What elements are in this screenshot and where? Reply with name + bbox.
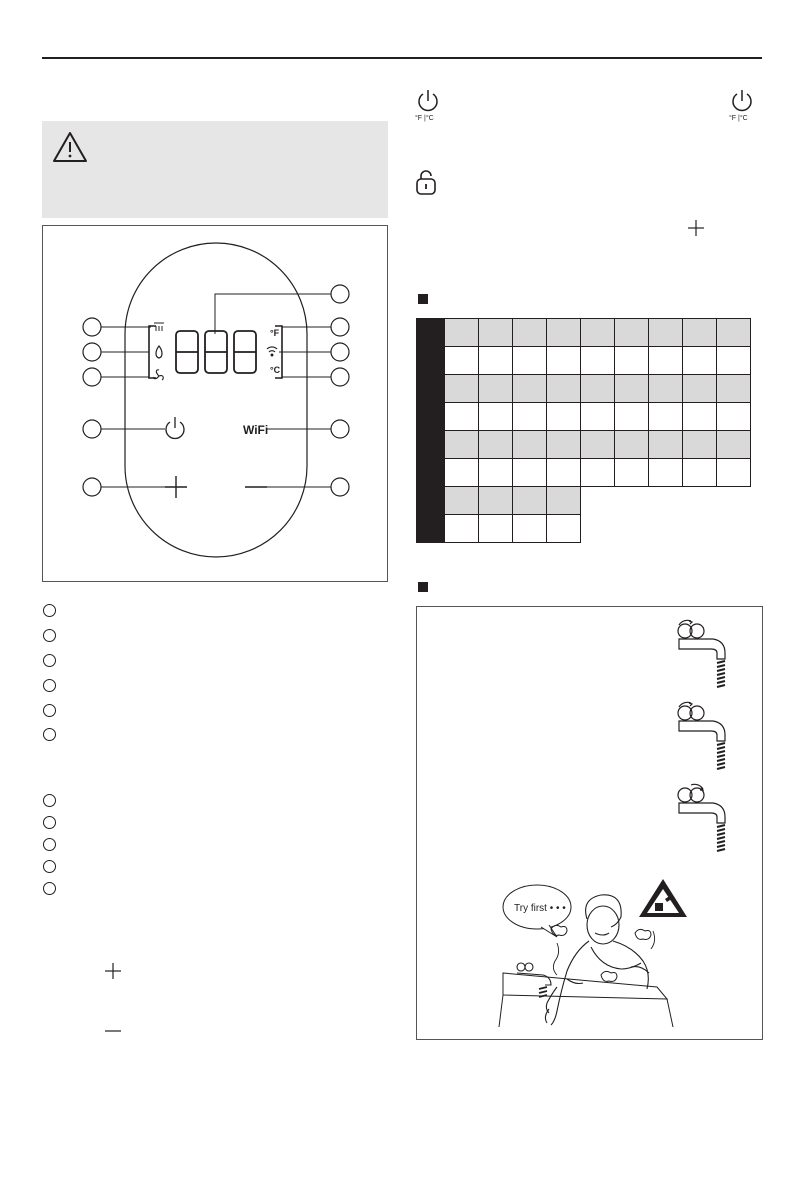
control-panel-diagram [42, 225, 388, 582]
key-marker-9 [43, 838, 56, 851]
flame-icon [156, 346, 162, 358]
faucet-icon [678, 620, 725, 687]
unit-c-label: °C [270, 365, 281, 375]
shower-illustration [416, 606, 763, 1040]
key-marker-5 [43, 704, 56, 717]
unit-f-label: °F [270, 328, 280, 338]
unit-toggle-label: °F |°C [415, 115, 434, 122]
table-row [417, 375, 751, 403]
key-marker-11 [43, 882, 56, 895]
wifi-icon [267, 347, 277, 356]
wifi-button-label: WiFi [243, 423, 269, 437]
header-rule [42, 57, 762, 59]
hot-water-warning-icon [639, 879, 687, 917]
key-marker-1 [43, 604, 56, 617]
key-marker-3 [43, 654, 56, 667]
plus-icon [103, 961, 123, 981]
table-row [417, 487, 751, 515]
section-bullet [418, 294, 428, 304]
power-icon [166, 417, 184, 438]
warning-box [42, 121, 388, 218]
plus-icon [686, 218, 706, 238]
key-marker-8 [43, 816, 56, 829]
minus-icon [103, 1025, 123, 1037]
display-digits [176, 331, 256, 373]
key-marker-4 [43, 679, 56, 692]
table-row [417, 515, 751, 543]
unit-toggle-label: °F |°C [729, 115, 748, 122]
table-row [417, 431, 751, 459]
fan-icon [154, 370, 163, 380]
section-bullet [418, 582, 428, 592]
callout-circles [83, 285, 349, 496]
key-marker-6 [43, 728, 56, 741]
lock-icon [414, 170, 438, 196]
table-row [417, 319, 751, 347]
speech-bubble [503, 885, 571, 937]
table-row [417, 347, 751, 375]
control-panel-drawing [43, 226, 389, 583]
table-row [417, 459, 751, 487]
table-row [417, 403, 751, 431]
shower-icon [154, 323, 164, 331]
reference-table [416, 318, 751, 543]
key-marker-7 [43, 794, 56, 807]
key-marker-10 [43, 860, 56, 873]
key-marker-2 [43, 629, 56, 642]
faucet-icon [678, 784, 725, 851]
faucet-icon [678, 702, 725, 769]
speech-bubble-text: Try first • • • [514, 903, 566, 914]
plus-icon [165, 476, 187, 498]
warning-triangle-icon [52, 131, 88, 163]
